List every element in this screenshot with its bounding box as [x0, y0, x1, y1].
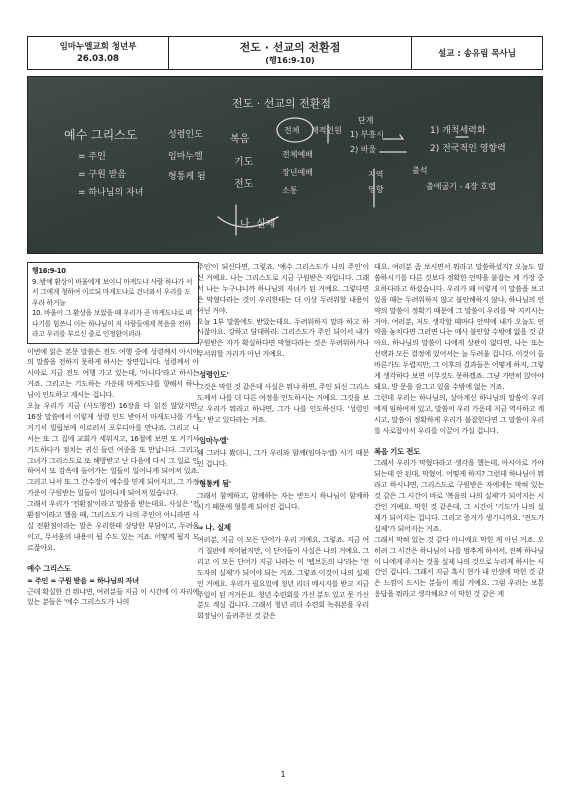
paragraph: 이번에 읽은 본문 말씀은 전도 여행 중에 성령께서 아시아의 말씀을 전하지 못하게 하시는 장면입니다. 성령께서 아시아로 지금 전도 여행 가고 있는데, '아니다'라고 하시는 거죠. 그리고는 기도하는 가운데 마게도냐를 향해서 하나님이 인도하고 계시는 겁니다.	[27, 346, 199, 400]
paragraph: 여러분, 지금 이 모든 단어가 우리 거예요. 그렇죠. 지금 여기 칠판에 적어놨지만, 이 단어들이 사실은 나의 거예요. 그리고 이 모든 단어가 지금 나라는 이 '펩브돈의 나'라는 '전도자의 실제'가 되어야 되는 거죠. 그렇죠 이것이 나의 실제인 거예요. 우리가 필요있에 청년 리더 메시지를 받고 지금 주일이 된 거거든요. 청년 수련회를 가신 분도 있고 못 가신 분도 계실 겁니다. 그래서 청년 리더 수련회 녹취본을 우리 회장님이 올려주신 것 같은	[197, 535, 369, 621]
bulletin-header	[27, 36, 543, 70]
verse-10: 10. 바울이 그 환상을 보았을 때 우리가 곧 마게도냐로 떠나기를 힘쓰니 이는 하나님이 저 사람들에게 복음을 전하라고 우리를 부르신 줄로 인정함이러라	[32, 309, 192, 338]
board-note: 소통	[282, 186, 298, 195]
board-note: 전도	[234, 179, 254, 190]
sermon-title: 전도 · 선교의 전환점	[239, 40, 341, 54]
paragraph: 그것은 막힌 것 같은데 사실은 뭐냐 하면, 주인 되신 그리스도께서 나를 더 다른 여정을 인도하시는 거예요. 그것을 보고 우리가 뭐라고 하냐면, 그가 나를 인도하신다. '성령인도' 받고 있다라는 거죠.	[197, 382, 369, 424]
board-note: 지역	[368, 170, 384, 179]
page-number: 1	[280, 770, 286, 779]
paragraph: 그래서 우리가 막혔다라고 생각을 했는데, 아시아로 가야 되는데 안 된대, 막혔어. 어떻게 하지? 그런데 하나님이 뭐라고 하시냐면, 그리스도로 구원받은 자에게는 막혀 있는 것 같은 그 시간이 바로 '복음의 나의 실제'가 되어지는 시간인 거예요. 막힌 것 같은데, 그 시간이 '기도'가 나의 실제가 되어지는 겁니다. 그리고 증거가 생기니까요. '전도가 실제'가 되어지는 거죠.	[374, 458, 544, 533]
board-note: = 주인	[78, 152, 106, 162]
header-left	[28, 37, 169, 69]
paragraph: 그런데 우리는 하나님의, 살아계신 하나님의 말씀이 우리에게 임하여져 있고, 말씀이 우리 가운데 지금 역사하고 계시고, 말씀이 정확하게 우리가 불잡힌다면 그 말씀이 우리를 사로잡아서 우리를 이끌어 가실 겁니다.	[374, 392, 544, 435]
section-heading: '성령인도'	[197, 370, 229, 380]
paragraph: 근데 확실한 건 뭐냐면, 여러분들 지금 이 시간에 이 자리에 있는 분들은 '예수 그리스도가 나의	[27, 586, 199, 607]
board-title: 전도 · 선교의 전환점	[232, 97, 331, 110]
board-note: 단계	[358, 116, 374, 125]
sermon-date: 26.03.08	[77, 54, 119, 64]
paragraph: 데요. 여러분 좀 보시면서 뭐라고 말씀하셨지? 오늘도 말씀하시기를 다른 것보다 정확한 언약을 붙잡는 게 가장 중요하다라고 하셨습니다. 우리가 왜 이렇게 이 말씀을 보고 있을 때는 두려워하지 않고 불안해하지 않냐, 하나님의 언약의 말씀이 정확기 때문에 그 말씀이 우리를 딱 지키시는 거야. 여러분, 저도 생각할 때마다 안약에 내가 오늘도 언약을 놓치다면 그러면 나는 매사 불안할 수밖에 없을 것 같아요. 하나님의 말씀이 나에게 상관이 없다면, 나는 또는 선택과 모든 결정에 있어서는 늘 두려울 겁니다. 이것이 올바른가도 두렵지만, 그 이후의 결과들은 어떻게 하지, 그렇게 생각하다 보면 이무것도 못하겠죠. 그냥 가만히 앉아야 돼요. 방 문을 잠그고 있을 수밖에 없는 거죠.	[374, 262, 544, 391]
church-name: 임마누엘교회 청년부	[59, 42, 137, 52]
board-note: 출애굽기 - 4장 호렙	[426, 182, 496, 191]
section-heading: 예수 그리스도	[27, 563, 71, 573]
board-note: 성령인도	[168, 130, 203, 140]
text-column-2	[197, 262, 369, 622]
chalkboard-photo	[27, 76, 543, 254]
board-note: 재적인원	[311, 126, 342, 135]
board-note: 예수 그리스도	[64, 128, 138, 142]
scripture-box	[27, 262, 199, 344]
board-note: 전체예배	[282, 150, 313, 159]
board-note: 영향	[368, 185, 384, 194]
board-note: 장년예배	[282, 168, 313, 177]
section-heading: 복음 기도 전도	[374, 446, 420, 456]
board-note: = 구원 받음	[78, 170, 127, 180]
board-note: 2) 전국적인 영향력	[430, 144, 506, 154]
paragraph: 오늘 우리가 지금 (사도행전) 16장을 다 읽진 않았지만, 16장 말씀에서 이렇게 성령 인도 받아서 마게도냐를 가서 거기서 빌립보에 이르러서 포루디아를 만나죠. 그리고 나서는 또 그 집에 교회가 세워지고, 16절에 보면 또 거기서 기도하다가 점치는 귀신 들린 여종을 또 만납니다. 그리고 그녀가 그리스도로 또 해방받고 난 다음에 다시 그 일로 인하여서 또 감옥에 들어가는 일들이 일어나게 되어져 있죠. 그리고 나서 또 그 간수장이 예수를 믿게 되어지고, 그 가정 가운이 구원받는 일들이 일어나게 되어져 있습니다.	[27, 401, 199, 498]
header-center	[169, 37, 412, 69]
section-subheading: = 주인 = 구원 받음 = 하나님의 자녀	[27, 575, 139, 585]
board-note: = 하나님의 자녀	[78, 188, 144, 198]
scripture-reference: (행16:9-10)	[265, 55, 315, 65]
board-note: 복음	[230, 134, 250, 145]
section-heading: '임마누엘'	[197, 435, 229, 445]
board-note: 전체	[284, 126, 300, 135]
verse-9: 9. 밤에 환상이 바울에게 보이니 마게도냐 사람 하나가 서서 그에게 청하여 이르되 마게도냐로 건너와서 우리를 도우라 하거늘	[32, 277, 193, 307]
scripture-box-title: 행16:9-10	[32, 267, 66, 275]
paragraph: 오늘 1부 말씀에도 받았는데요. 두려워하지 말라 하고 하시잖아요. 강하고 담대하라. 그리스도가 주인 되어서 내가 구원받은 자가 확실하다면 막혔다라는 것은 두려워하거나 무서워할 거리가 아닌 거예요.	[197, 316, 369, 359]
paragraph: 그래서 막혀 있는 것 같다 아니에요 막힌 게 아닌 거죠. 오히려 그 시간은 하나님이 나를 멈추게 하셔서, 진짜 하나님이 나에게 주시는 것을 실제 나의 것으로 누리게 하시는 시간인 겁니다. 그래서 지금 혹시 현가 내 인생에 막힌 것 같은 느낌이 드시는 분들이 계실 거예요. 그럼 우리는 보통 응답을 뭐라고 생각해요? 이 막힌 것 같은 게	[374, 534, 544, 599]
board-note: 형통케 됨	[168, 172, 206, 182]
section-heading: '형통케 됨'	[197, 479, 231, 489]
board-note: 나. 실제	[240, 219, 276, 230]
board-note: 1) 부흥시	[350, 130, 384, 139]
section-heading: ⇒ 나. 실제	[197, 523, 231, 533]
board-note: 출석	[412, 166, 428, 175]
paragraph: 그래서 함께하고, 함께하는 자는 반드시 하나님이 함께하시기 때문에 형통케 되어진 겁니다.	[197, 491, 369, 512]
board-note: 임마누엘	[168, 152, 203, 162]
board-note: 1) 개척세력화	[430, 126, 486, 136]
preacher-name: 설교 : 송유림 목사님	[438, 49, 516, 59]
text-column-1	[27, 262, 199, 608]
board-note: 2) 바울	[350, 145, 377, 154]
paragraph: 왜 그러냐 봤더니, 그가 우리와 함께(임마누엘) 시기 때문인 겁니다.	[197, 447, 369, 468]
text-column-3	[374, 262, 544, 600]
paragraph: 그래서 우리가 '전환점'이라고 말씀을 받는데요. 사실은 '전환점'이라고 했을 때, 그리스도가 나의 주인이 아니라면 사실 전환점이라는 말은 우리한테 상당한 부담이고, 두려움이고, 무서움의 내용이 될 수도 있는 거죠. 어떻게 될지 모르잖아요.	[27, 499, 199, 552]
paragraph: 주인'이 되신다면, 그렇죠. '예수 그리스도가 나의 주인'이신 거예요. 나는 그리스도로 지금 구원받은 자입니다. 그래서 나는 누구냐니까 하나님의 자녀가 된 거예요. 그렇다면은 막혔다라는 것이 우리한테는 더 이상 두려워할 내용이 아닌 거야.	[197, 262, 369, 315]
board-note: 기도	[234, 157, 254, 168]
